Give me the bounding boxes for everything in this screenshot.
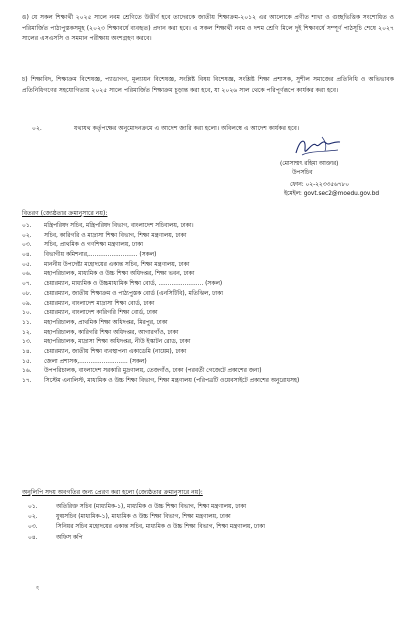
info-copy-heading: অনুলিপি সদয় অবগতির জন্য প্রেরণ করা হলো (জ্যেষ্ঠতার ক্রমানুসারে নয়): bbox=[22, 489, 203, 496]
list-item-text: সচিব, কারিগরি ও মাদ্রাসা শিক্ষা বিভাগ, শিক্ষা মন্ত্রণালয়, ঢাকা bbox=[44, 232, 187, 239]
list-item-number: ১৪. bbox=[22, 348, 32, 355]
list-item-text: মাননীয় উপদেষ্টা মহোদয়ের একান্ত সচিব, শিক্ষা মন্ত্রণালয়, ঢাকা bbox=[44, 261, 190, 268]
signatory-email[interactable]: ইমেইল: govt.sec2@moedu.gov.bd bbox=[284, 191, 380, 197]
list-item-text: চেয়ারম্যান, বাংলাদেশ কারিগরি শিক্ষা বোর্ড, ঢাকা bbox=[44, 310, 158, 317]
list-item-text: সিস্টেম এনালিস্ট, মাধ্যমিক ও উচ্চ শিক্ষা বিভাগ, শিক্ষা মন্ত্রণালয় (পরিপত্রটি ওয়েবসাইটে প্রকাশের অনুরোধসহ) bbox=[44, 378, 300, 384]
list-item-text: সচিব, প্রাথমিক ও গণশিক্ষা মন্ত্রণালয়, ঢাকা bbox=[44, 242, 143, 249]
list-item-text: মহাপরিচালক, প্রাথমিক শিক্ষা অধিদপ্তর, মিরপুর, ঢাকা bbox=[44, 319, 168, 326]
list-item-text: চেয়ারম্যান, মাধ্যমিক ও উচ্চমাধ্যমিক শিক্ষা বোর্ড, ........................ (সকল) bbox=[44, 281, 223, 288]
handwritten-signature bbox=[292, 133, 344, 161]
list-item-number: ০৪. bbox=[28, 534, 38, 541]
list-item bbox=[22, 300, 394, 310]
list-item-number: ০১. bbox=[22, 223, 32, 229]
signatory-phone: ফোন: ০২-২২৩৩৫৬৭৮০ bbox=[290, 182, 350, 188]
paragraph-h: চ) শিক্ষাবিদ, শিক্ষাক্রম বিশেষজ্ঞ, প্যাডাগগ, মূল্যায়ন বিশেষজ্ঞ, সংশ্লিষ্ট বিষয় বিশেষজ্ঞ, সংশ্লিষ্ট শিক্ষা প্রশাসক, সুশীল সমাজের প্রতিনিধি ও অভিভাবক প্রতিনিধিগণের সহযোগিতায় ২০২৫ সালে পরিমার্জিত শিক্ষাক্রম চূড়ান্ত করা হবে, যা ২০২৬ সাল থেকে পরিপূর্ণরূপে কার্যকর করা হবে। bbox=[22, 76, 394, 94]
list-item bbox=[22, 512, 394, 522]
list-item bbox=[22, 367, 394, 377]
list-item-number: ১৫. bbox=[22, 358, 32, 365]
list-item-number: ১২. bbox=[22, 329, 32, 336]
clause-text: যথাযথ কর্তৃপক্ষের অনুমোদনক্রমে এ আদেশ জারি করা হলো। অবিলম্বে এ আদেশ কার্যকর হবে। bbox=[74, 125, 300, 132]
list-item-number: ০১. bbox=[28, 504, 38, 510]
list-item bbox=[22, 377, 394, 387]
distribution-heading: বিতরণ (জ্যেষ্ঠতার ক্রমানুসারে নয়): bbox=[22, 210, 108, 217]
list-item-number: ০৮. bbox=[22, 290, 32, 297]
list-item-text: বিভাগীয় কমিশনার,.......................... (সকল) bbox=[44, 252, 157, 259]
list-item-number: ১৩. bbox=[22, 339, 32, 346]
list-item bbox=[22, 280, 394, 290]
list-item-text: চেয়ারম্যান, বাংলাদেশ মাদ্রাসা শিক্ষা বোর্ড, ঢাকা bbox=[44, 300, 155, 307]
stray-pen-mark: ৎ bbox=[36, 585, 40, 592]
list-item-number: ০৩. bbox=[28, 524, 38, 531]
list-item bbox=[22, 261, 394, 271]
list-item-text: সিনিয়র সচিব মহোদয়ের একান্ত সচিব, মাধ্যমিক ও উচ্চ শিক্ষা বিভাগ, শিক্ষা মন্ত্রণালয়, ঢাকা bbox=[56, 524, 265, 531]
info-copy-list bbox=[22, 502, 394, 543]
list-item bbox=[22, 522, 394, 532]
list-item-number: ০৭. bbox=[22, 281, 32, 288]
list-item bbox=[22, 329, 394, 339]
list-item bbox=[22, 338, 394, 348]
list-item bbox=[22, 358, 394, 368]
list-item-text: যুগ্মসচিব (মাধ্যমিক-১), মাধ্যমিক ও উচ্চ শিক্ষা বিভাগ, শিক্ষা মন্ত্রণালয়, ঢাকা bbox=[56, 514, 231, 521]
list-item bbox=[22, 502, 394, 512]
list-item-text: মহাপরিচালক, কারিগরি শিক্ষা অধিদপ্তর, আগারগাঁও, ঢাকা bbox=[44, 329, 179, 336]
list-item-number: ০২. bbox=[28, 514, 38, 521]
list-item bbox=[22, 533, 394, 543]
paragraph-g: ঙ) যে সকল শিক্ষার্থী ২০২৫ সালে নবম শ্রেণিতে উত্তীর্ণ হবে তাদেরকে জাতীয় শিক্ষাক্রম-২০১২ এর আলোকে প্রণীত শাখা ও গুচ্ছভিত্তিক সংশোধিত ও পরিমার্জিত পাঠ্যপুস্তকসমূহ (২০২৩ শিক্ষাবর্ষে ব্যবহৃত) প্রদান করা হবে। এ সকল শিক্ষার্থী নবম ও দশম শ্রেণি মিলে দুই শিক্ষাবর্ষে সম্পূর্ণ পাঠসূচি শেষে ২০২৭ সালের এসএসসি ও সমমান পরীক্ষায় অংশগ্রহণ করবে। bbox=[22, 14, 394, 43]
list-item bbox=[22, 241, 394, 251]
list-item-number: ১১. bbox=[22, 319, 32, 326]
list-item bbox=[22, 290, 394, 300]
list-item-text: অতিরিক্ত সচিব (মাধ্যমিক-১), মাধ্যমিক ও উচ্চ শিক্ষা বিভাগ, শিক্ষা মন্ত্রণালয়, ঢাকা bbox=[56, 504, 247, 510]
clause-number: ০২. bbox=[32, 125, 42, 132]
list-item bbox=[22, 251, 394, 261]
list-item bbox=[22, 348, 394, 358]
list-item-text: উপপরিচালক, বাংলাদেশ সরকারি মুদ্রণালয়, তেজগাঁও, ঢাকা (পরবর্তী গেজেটে প্রকাশের জন্য) bbox=[44, 368, 262, 375]
list-item-text: মহাপরিচালক, মাদ্রাসা শিক্ষা অধিদপ্তর, নীউ ইস্কাটন রোড, ঢাকা bbox=[44, 339, 191, 346]
list-item-text: জেলা প্রশাসক,.......................... (সকল) bbox=[44, 358, 147, 365]
list-item-number: ০৩. bbox=[22, 242, 32, 249]
distribution-list bbox=[22, 222, 394, 387]
list-item bbox=[22, 232, 394, 242]
list-item-number: ০৪. bbox=[22, 252, 32, 259]
list-item-number: ০৬. bbox=[22, 271, 32, 278]
list-item bbox=[22, 309, 394, 319]
list-item bbox=[22, 270, 394, 280]
list-item-text: চেয়ারম্যান, জাতীয় শিক্ষাক্রম ও পাঠ্যপুস্তক বোর্ড (এনসিটিবি), মতিঝিল, ঢাকা bbox=[44, 290, 223, 297]
list-item-number: ১০. bbox=[22, 310, 32, 317]
list-item-text: মন্ত্রিপরিষদ সচিব, মন্ত্রিপরিষদ বিভাগ, বাংলাদেশ সচিবালয়, ঢাকা। bbox=[44, 223, 194, 229]
list-item-text: অফিস কপি bbox=[56, 534, 83, 541]
list-item-text: চেয়ারম্যান, জাতীয় শিক্ষা ব্যবস্থাপনা একাডেমি (নায়েম), ঢাকা bbox=[44, 348, 187, 355]
signatory-designation: উপসচিব bbox=[292, 170, 313, 176]
list-item-number: ০৯. bbox=[22, 300, 32, 307]
signatory-name: (মোসাম্মৎ রহিমা আক্তার) bbox=[280, 161, 339, 167]
list-item-number: ০২. bbox=[22, 232, 32, 239]
list-item-number: ০৫. bbox=[22, 261, 32, 268]
list-item-number: ১৭. bbox=[22, 378, 32, 384]
list-item bbox=[22, 222, 394, 232]
list-item-text: মহাপরিচালক, মাধ্যমিক ও উচ্চ শিক্ষা অধিদপ্তর, শিক্ষা ভবন, ঢাকা bbox=[44, 271, 195, 278]
list-item bbox=[22, 319, 394, 329]
list-item-number: ১৬. bbox=[22, 368, 32, 375]
